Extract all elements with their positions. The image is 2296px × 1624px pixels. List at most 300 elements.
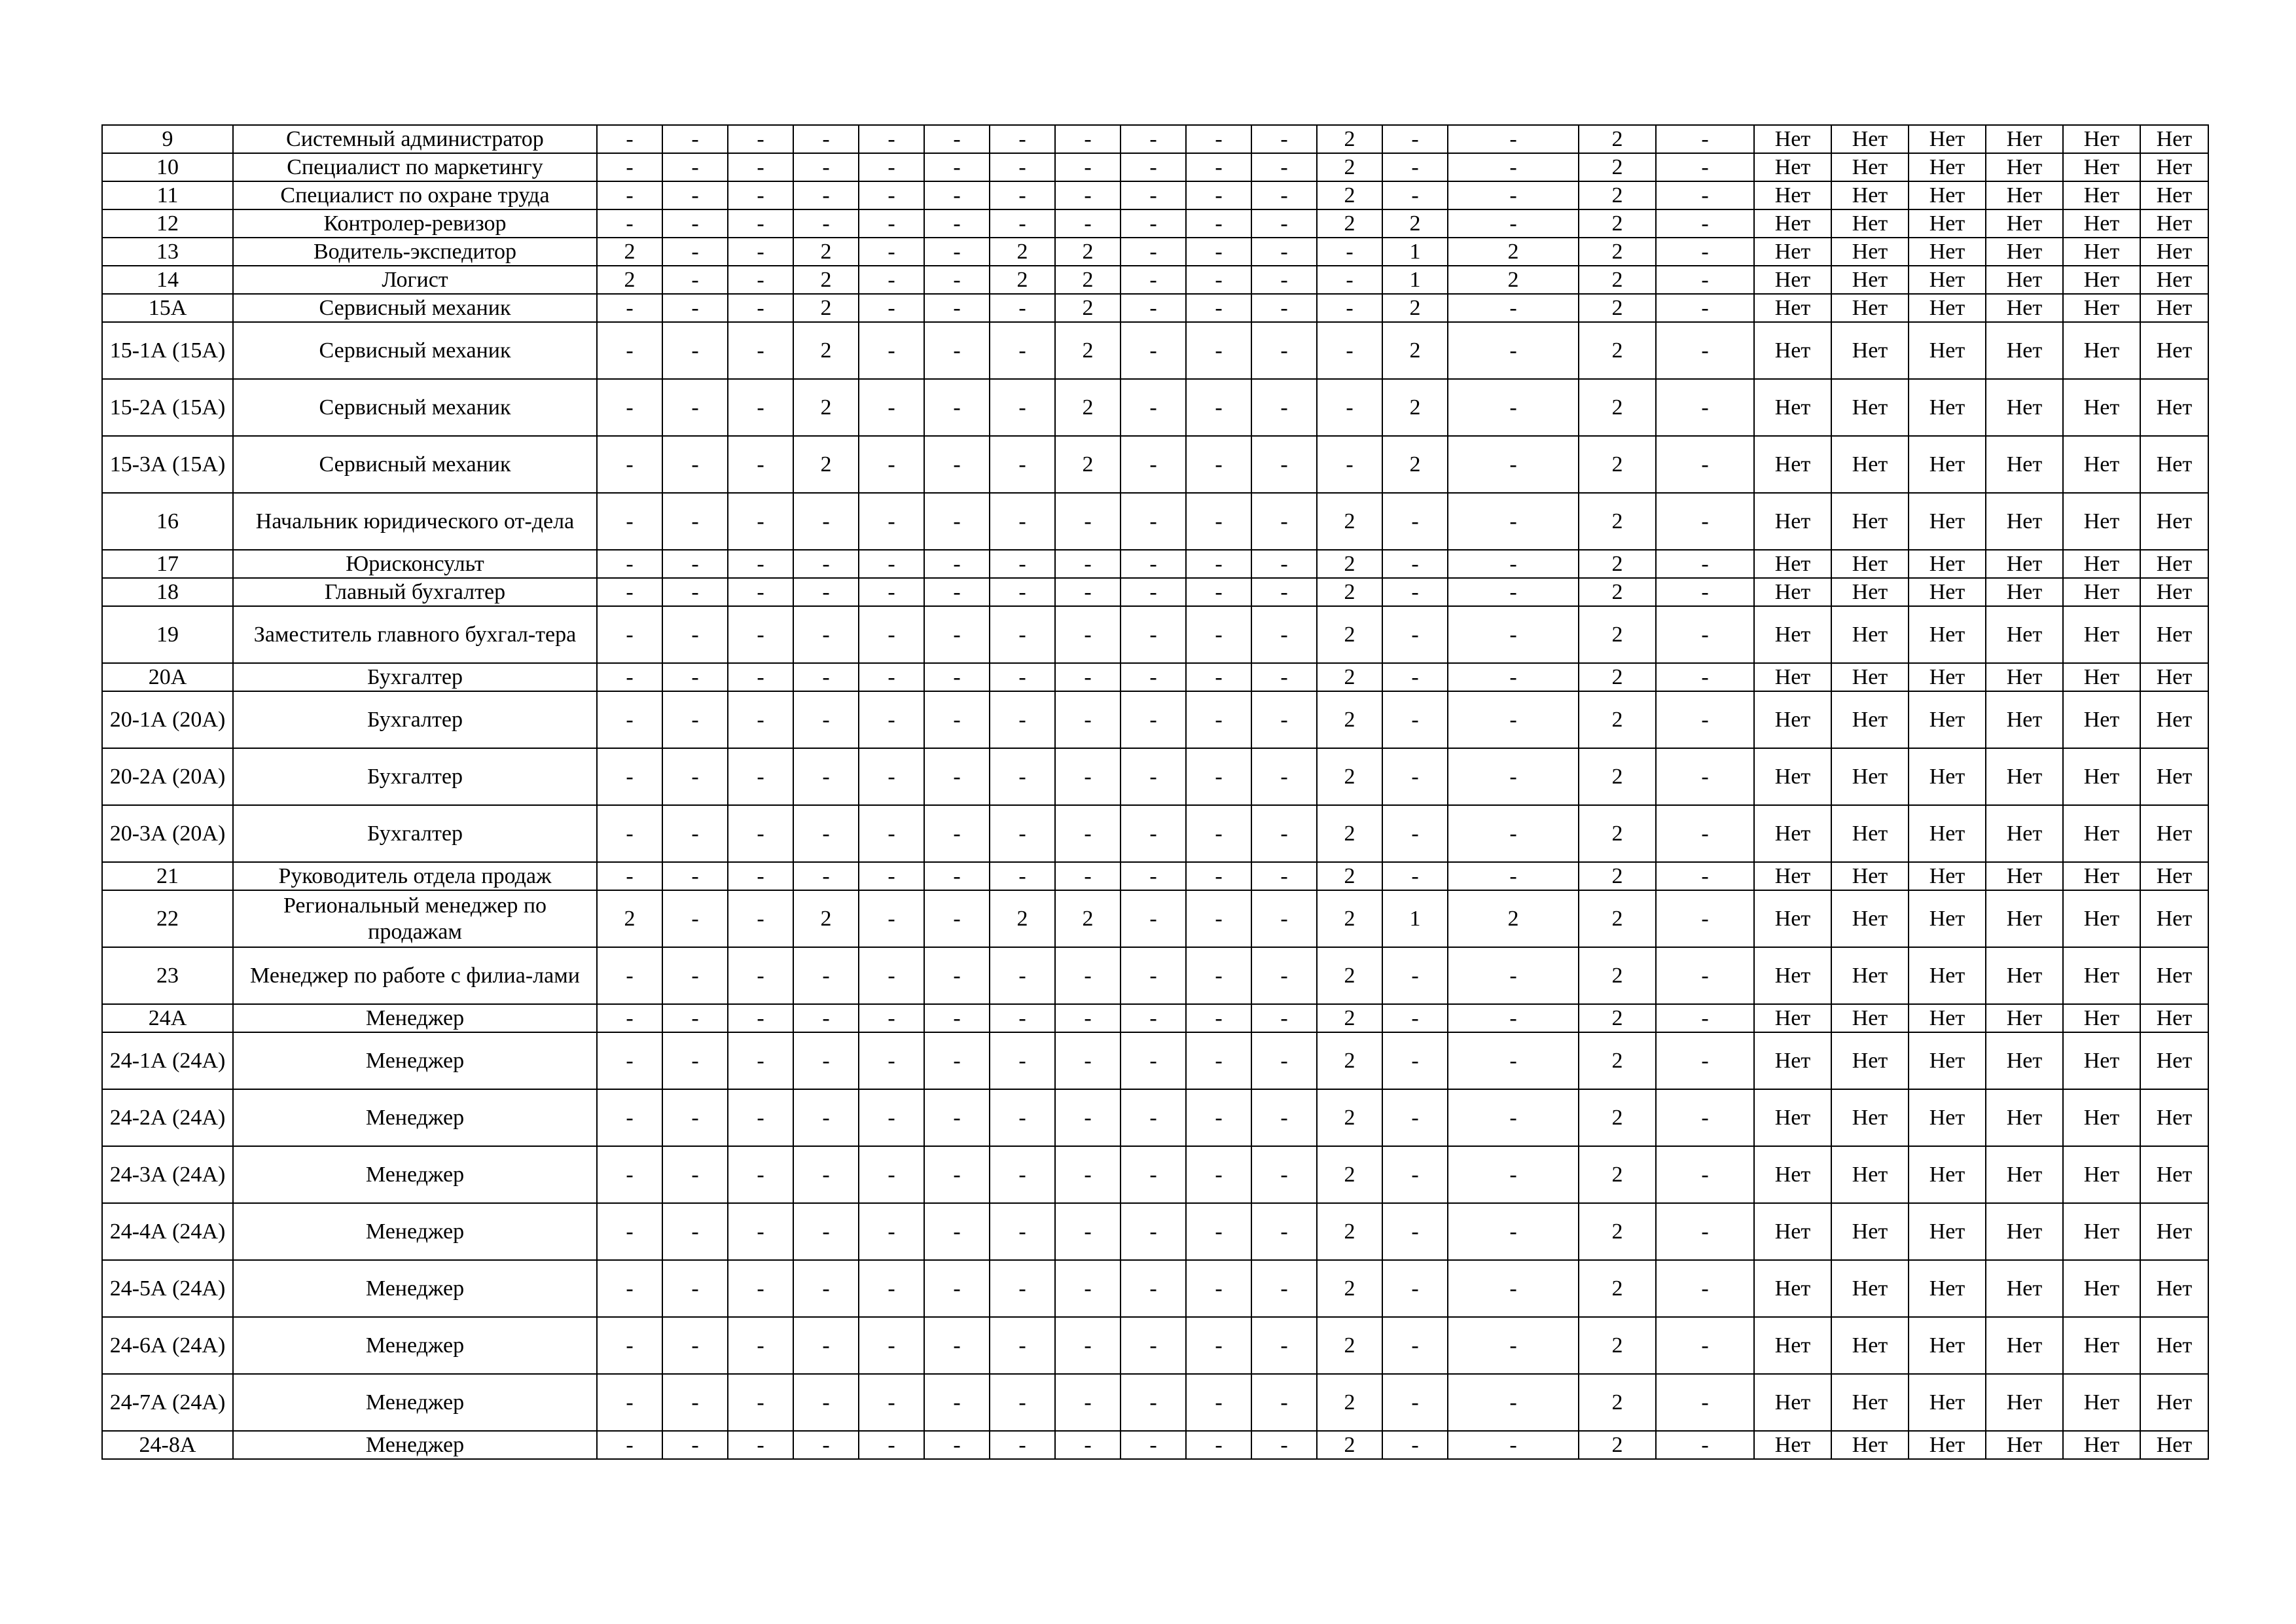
factor-class-cell: -	[924, 181, 990, 209]
flag-cell: Нет	[1986, 805, 2063, 862]
factor-class-cell: -	[793, 1431, 859, 1459]
row-number-cell: 19	[102, 606, 233, 663]
factor-class-cell: -	[859, 1032, 924, 1089]
factor-class-cell: -	[662, 550, 728, 578]
factor-class-cell: -	[924, 1260, 990, 1317]
factor-class-cell: -	[990, 606, 1055, 663]
flag-cell: Нет	[1909, 209, 1986, 238]
flag-cell: Нет	[1754, 153, 1831, 181]
flag-cell: Нет	[1754, 691, 1831, 748]
flag-cell: Нет	[1754, 1203, 1831, 1260]
factor-class-cell: -	[662, 1374, 728, 1431]
flag-cell: Нет	[2063, 266, 2140, 294]
flag-cell: Нет	[1986, 1431, 2063, 1459]
factor-class-cell: -	[924, 578, 990, 606]
factor-class-cell: 2	[1317, 209, 1382, 238]
table-row	[102, 947, 2208, 1004]
factor-class-cell: 2	[1055, 294, 1121, 322]
flag-cell: Нет	[1754, 125, 1831, 153]
factor-class-cell: -	[728, 578, 793, 606]
factor-class-cell: -	[1186, 1431, 1251, 1459]
factor-class-cell: -	[728, 1089, 793, 1146]
factor-class-cell: -	[1382, 1374, 1448, 1431]
factor-class-cell: -	[1121, 209, 1186, 238]
factor-class-cell: -	[1186, 294, 1251, 322]
factor-class-cell: -	[728, 181, 793, 209]
flag-cell: Нет	[2140, 436, 2208, 493]
factor-class-cell: -	[1656, 493, 1754, 550]
flag-cell: Нет	[2063, 436, 2140, 493]
factor-class-cell: -	[1317, 436, 1382, 493]
factor-class-cell: -	[1656, 153, 1754, 181]
factor-class-cell: -	[1121, 606, 1186, 663]
factor-class-cell: -	[990, 1203, 1055, 1260]
factor-class-cell: -	[1121, 805, 1186, 862]
flag-cell: Нет	[1986, 493, 2063, 550]
table-row	[102, 748, 2208, 805]
factor-class-cell: -	[1656, 238, 1754, 266]
factor-class-cell: -	[728, 1004, 793, 1032]
factor-class-cell: -	[1656, 578, 1754, 606]
factor-class-cell: -	[1382, 493, 1448, 550]
factor-class-cell: -	[1055, 153, 1121, 181]
factor-class-cell: -	[990, 691, 1055, 748]
factor-class-cell: -	[859, 153, 924, 181]
position-name-cell: Главный бухгалтер	[233, 578, 597, 606]
position-name-cell: Сервисный механик	[233, 322, 597, 379]
flag-cell: Нет	[1831, 436, 1909, 493]
flag-cell: Нет	[1909, 125, 1986, 153]
flag-cell: Нет	[2140, 1317, 2208, 1374]
factor-class-cell: -	[728, 606, 793, 663]
flag-cell: Нет	[1831, 862, 1909, 890]
position-name-cell: Юрисконсульт	[233, 550, 597, 578]
factor-class-cell: 2	[1317, 947, 1382, 1004]
factor-class-cell: -	[1251, 663, 1317, 691]
factor-class-cell: -	[1656, 890, 1754, 947]
factor-class-cell: -	[597, 1146, 662, 1203]
table-row	[102, 266, 2208, 294]
factor-class-cell: -	[859, 805, 924, 862]
factor-class-cell: 2	[1317, 663, 1382, 691]
row-number-cell: 17	[102, 550, 233, 578]
position-name-cell: Логист	[233, 266, 597, 294]
flag-cell: Нет	[1754, 1146, 1831, 1203]
flag-cell: Нет	[2140, 578, 2208, 606]
factor-class-cell: -	[1186, 1317, 1251, 1374]
flag-cell: Нет	[1831, 1374, 1909, 1431]
factor-class-cell: -	[1656, 1203, 1754, 1260]
factor-class-cell: -	[1251, 1317, 1317, 1374]
factor-class-cell: -	[728, 238, 793, 266]
factor-class-cell: -	[990, 1260, 1055, 1317]
flag-cell: Нет	[2063, 550, 2140, 578]
factor-class-cell: -	[859, 493, 924, 550]
factor-class-cell: 2	[1317, 862, 1382, 890]
factor-class-cell: 2	[1317, 691, 1382, 748]
row-number-cell: 24-2А (24А)	[102, 1089, 233, 1146]
flag-cell: Нет	[2063, 153, 2140, 181]
position-name-cell: Бухгалтер	[233, 663, 597, 691]
position-name-cell: Сервисный механик	[233, 436, 597, 493]
factor-class-cell: -	[662, 1203, 728, 1260]
factor-class-cell: -	[859, 266, 924, 294]
flag-cell: Нет	[1754, 947, 1831, 1004]
factor-class-cell: -	[793, 209, 859, 238]
factor-class-cell: -	[990, 1431, 1055, 1459]
factor-class-cell: 2	[1317, 1089, 1382, 1146]
position-name-cell: Системный администратор	[233, 125, 597, 153]
factor-class-cell: -	[924, 153, 990, 181]
factor-class-cell: -	[859, 181, 924, 209]
flag-cell: Нет	[1909, 663, 1986, 691]
factor-class-cell: -	[1251, 379, 1317, 436]
factor-class-cell: 2	[1317, 1146, 1382, 1203]
factor-class-cell: 2	[1317, 748, 1382, 805]
factor-class-cell: 2	[1579, 1431, 1656, 1459]
factor-class-cell: -	[1055, 805, 1121, 862]
flag-cell: Нет	[1754, 181, 1831, 209]
position-name-cell: Бухгалтер	[233, 691, 597, 748]
factor-class-cell: -	[597, 1431, 662, 1459]
factor-class-cell: -	[1186, 181, 1251, 209]
table-row	[102, 663, 2208, 691]
factor-class-cell: 2	[1579, 1260, 1656, 1317]
factor-class-cell: -	[728, 691, 793, 748]
table-row	[102, 379, 2208, 436]
factor-class-cell: -	[1656, 1317, 1754, 1374]
flag-cell: Нет	[2140, 294, 2208, 322]
factor-class-cell: 2	[1382, 322, 1448, 379]
factor-class-cell: -	[859, 125, 924, 153]
factor-class-cell: -	[1251, 1374, 1317, 1431]
flag-cell: Нет	[1986, 1146, 2063, 1203]
flag-cell: Нет	[1831, 1317, 1909, 1374]
row-number-cell: 24-1А (24А)	[102, 1032, 233, 1089]
factor-class-cell: -	[1382, 578, 1448, 606]
factor-class-cell: 2	[1317, 805, 1382, 862]
factor-class-cell: -	[1382, 1032, 1448, 1089]
factor-class-cell: -	[1186, 1032, 1251, 1089]
factor-class-cell: -	[1448, 606, 1579, 663]
position-name-cell: Специалист по охране труда	[233, 181, 597, 209]
flag-cell: Нет	[1986, 436, 2063, 493]
flag-cell: Нет	[1986, 181, 2063, 209]
flag-cell: Нет	[1909, 1431, 1986, 1459]
flag-cell: Нет	[1986, 322, 2063, 379]
factor-class-cell: 2	[793, 322, 859, 379]
factor-class-cell: -	[1448, 1431, 1579, 1459]
factor-class-cell: -	[662, 1004, 728, 1032]
factor-class-cell: -	[924, 805, 990, 862]
flag-cell: Нет	[1831, 748, 1909, 805]
factor-class-cell: -	[1382, 805, 1448, 862]
table-row	[102, 493, 2208, 550]
factor-class-cell: -	[1656, 550, 1754, 578]
flag-cell: Нет	[2140, 1089, 2208, 1146]
factor-class-cell: -	[662, 578, 728, 606]
factor-class-cell: 2	[1382, 294, 1448, 322]
flag-cell: Нет	[1909, 550, 1986, 578]
factor-class-cell: -	[924, 266, 990, 294]
factor-class-cell: -	[662, 294, 728, 322]
flag-cell: Нет	[2063, 663, 2140, 691]
factor-class-cell: -	[597, 153, 662, 181]
factor-class-cell: -	[662, 890, 728, 947]
position-name-cell: Начальник юридического от-дела	[233, 493, 597, 550]
factor-class-cell: -	[859, 1431, 924, 1459]
factor-class-cell: -	[1382, 550, 1448, 578]
flag-cell: Нет	[1986, 663, 2063, 691]
factor-class-cell: 2	[1317, 493, 1382, 550]
factor-class-cell: -	[1448, 550, 1579, 578]
factor-class-cell: -	[1121, 1032, 1186, 1089]
factor-class-cell: -	[1186, 691, 1251, 748]
flag-cell: Нет	[1831, 322, 1909, 379]
flag-cell: Нет	[2063, 379, 2140, 436]
flag-cell: Нет	[1909, 1203, 1986, 1260]
factor-class-cell: -	[1656, 1004, 1754, 1032]
flag-cell: Нет	[1831, 1146, 1909, 1203]
factor-class-cell: -	[1186, 663, 1251, 691]
factor-class-cell: -	[662, 125, 728, 153]
flag-cell: Нет	[1909, 805, 1986, 862]
factor-class-cell: -	[1448, 1374, 1579, 1431]
factor-class-cell: -	[1121, 947, 1186, 1004]
factor-class-cell: -	[728, 1203, 793, 1260]
factor-class-cell: -	[924, 1089, 990, 1146]
factor-class-cell: -	[1317, 379, 1382, 436]
flag-cell: Нет	[1831, 663, 1909, 691]
factor-class-cell: 2	[1579, 181, 1656, 209]
factor-class-cell: 2	[1317, 1374, 1382, 1431]
factor-class-cell: 2	[1579, 550, 1656, 578]
flag-cell: Нет	[1909, 606, 1986, 663]
factor-class-cell: -	[1055, 1089, 1121, 1146]
factor-class-cell: 2	[1317, 1317, 1382, 1374]
factor-class-cell: -	[793, 125, 859, 153]
factor-class-cell: -	[597, 1004, 662, 1032]
flag-cell: Нет	[2140, 748, 2208, 805]
factor-class-cell: -	[1382, 862, 1448, 890]
factor-class-cell: -	[1656, 209, 1754, 238]
factor-class-cell: -	[1121, 153, 1186, 181]
flag-cell: Нет	[1831, 550, 1909, 578]
table-row	[102, 153, 2208, 181]
flag-cell: Нет	[2063, 1374, 2140, 1431]
factor-class-cell: -	[859, 209, 924, 238]
factor-class-cell: -	[924, 493, 990, 550]
flag-cell: Нет	[1909, 181, 1986, 209]
factor-class-cell: -	[1251, 606, 1317, 663]
factor-class-cell: -	[1448, 1146, 1579, 1203]
flag-cell: Нет	[1754, 748, 1831, 805]
factor-class-cell: -	[1251, 493, 1317, 550]
factor-class-cell: -	[990, 1089, 1055, 1146]
factor-class-cell: -	[1448, 691, 1579, 748]
row-number-cell: 24-6А (24А)	[102, 1317, 233, 1374]
flag-cell: Нет	[1909, 266, 1986, 294]
flag-cell: Нет	[2063, 947, 2140, 1004]
factor-class-cell: -	[1251, 1431, 1317, 1459]
flag-cell: Нет	[1831, 238, 1909, 266]
row-number-cell: 24-4А (24А)	[102, 1203, 233, 1260]
factor-class-cell: -	[728, 436, 793, 493]
factor-class-cell: 2	[793, 294, 859, 322]
factor-class-cell: -	[728, 550, 793, 578]
factor-class-cell: -	[1055, 691, 1121, 748]
factor-class-cell: -	[728, 153, 793, 181]
factor-class-cell: 2	[1055, 436, 1121, 493]
factor-class-cell: -	[1251, 209, 1317, 238]
row-number-cell: 16	[102, 493, 233, 550]
factor-class-cell: -	[990, 1374, 1055, 1431]
factor-class-cell: -	[1448, 181, 1579, 209]
factor-class-cell: -	[728, 947, 793, 1004]
flag-cell: Нет	[2140, 266, 2208, 294]
table-row	[102, 322, 2208, 379]
flag-cell: Нет	[1986, 606, 2063, 663]
factor-class-cell: -	[793, 1146, 859, 1203]
factor-class-cell: -	[1055, 125, 1121, 153]
position-name-cell: Сервисный механик	[233, 379, 597, 436]
table-row	[102, 1431, 2208, 1459]
position-name-cell: Менеджер	[233, 1431, 597, 1459]
factor-class-cell: -	[924, 238, 990, 266]
factor-class-cell: -	[990, 209, 1055, 238]
factor-class-cell: -	[1121, 493, 1186, 550]
factor-class-cell: -	[1382, 1089, 1448, 1146]
factor-class-cell: -	[1251, 748, 1317, 805]
factor-class-cell: -	[1448, 1317, 1579, 1374]
factor-class-cell: -	[1251, 125, 1317, 153]
factor-class-cell: 2	[793, 379, 859, 436]
factor-class-cell: -	[990, 493, 1055, 550]
factor-class-cell: 2	[793, 238, 859, 266]
flag-cell: Нет	[1831, 379, 1909, 436]
factor-class-cell: -	[793, 493, 859, 550]
flag-cell: Нет	[1909, 1260, 1986, 1317]
flag-cell: Нет	[1754, 578, 1831, 606]
factor-class-cell: -	[597, 294, 662, 322]
flag-cell: Нет	[2140, 550, 2208, 578]
table-row	[102, 1146, 2208, 1203]
factor-class-cell: -	[990, 805, 1055, 862]
factor-class-cell: -	[662, 1146, 728, 1203]
factor-class-cell: 2	[1579, 947, 1656, 1004]
flag-cell: Нет	[1831, 1089, 1909, 1146]
row-number-cell: 10	[102, 153, 233, 181]
flag-cell: Нет	[2140, 209, 2208, 238]
flag-cell: Нет	[1909, 379, 1986, 436]
row-number-cell: 24А	[102, 1004, 233, 1032]
table-row	[102, 862, 2208, 890]
flag-cell: Нет	[1986, 209, 2063, 238]
factor-class-cell: -	[1656, 1374, 1754, 1431]
flag-cell: Нет	[1754, 1374, 1831, 1431]
factor-class-cell: -	[1121, 1089, 1186, 1146]
factor-class-cell: 2	[1448, 266, 1579, 294]
factor-class-cell: 2	[1317, 550, 1382, 578]
factor-class-cell: -	[1251, 238, 1317, 266]
factor-class-cell: -	[1121, 436, 1186, 493]
factor-class-cell: -	[1448, 1004, 1579, 1032]
flag-cell: Нет	[1909, 691, 1986, 748]
flag-cell: Нет	[1831, 493, 1909, 550]
factor-class-cell: -	[1186, 947, 1251, 1004]
table-row	[102, 1004, 2208, 1032]
factor-class-cell: 2	[1317, 1260, 1382, 1317]
flag-cell: Нет	[1754, 550, 1831, 578]
factor-class-cell: -	[1382, 663, 1448, 691]
factor-class-cell: -	[1448, 153, 1579, 181]
factor-class-cell: -	[1656, 805, 1754, 862]
factor-class-cell: -	[793, 1203, 859, 1260]
flag-cell: Нет	[1909, 1317, 1986, 1374]
flag-cell: Нет	[1754, 209, 1831, 238]
factor-class-cell: -	[859, 691, 924, 748]
factor-class-cell: -	[1186, 890, 1251, 947]
table-row	[102, 691, 2208, 748]
factor-class-cell: -	[1656, 862, 1754, 890]
factor-class-cell: -	[728, 1317, 793, 1374]
factor-class-cell: -	[1186, 238, 1251, 266]
position-name-cell: Менеджер	[233, 1374, 597, 1431]
flag-cell: Нет	[1986, 862, 2063, 890]
factor-class-cell: -	[1055, 1032, 1121, 1089]
factor-class-cell: -	[924, 1374, 990, 1431]
position-name-cell: Менеджер	[233, 1146, 597, 1203]
flag-cell: Нет	[2140, 493, 2208, 550]
factor-class-cell: -	[1121, 322, 1186, 379]
factor-class-cell: -	[662, 153, 728, 181]
factor-class-cell: -	[924, 947, 990, 1004]
factor-class-cell: -	[1251, 550, 1317, 578]
factor-class-cell: -	[859, 1203, 924, 1260]
flag-cell: Нет	[1831, 1032, 1909, 1089]
factor-class-cell: -	[990, 1004, 1055, 1032]
factor-class-cell: -	[1251, 181, 1317, 209]
factor-class-cell: -	[990, 294, 1055, 322]
factor-class-cell: -	[728, 493, 793, 550]
flag-cell: Нет	[1831, 1260, 1909, 1317]
factor-class-cell: -	[990, 550, 1055, 578]
flag-cell: Нет	[1986, 1089, 2063, 1146]
factor-class-cell: -	[1251, 322, 1317, 379]
factor-class-cell: -	[1121, 1317, 1186, 1374]
factor-class-cell: 2	[1579, 890, 1656, 947]
factor-class-cell: -	[1186, 1374, 1251, 1431]
factor-class-cell: 2	[1579, 1032, 1656, 1089]
factor-class-cell: -	[1186, 436, 1251, 493]
factor-class-cell: -	[728, 294, 793, 322]
flag-cell: Нет	[1986, 379, 2063, 436]
factor-class-cell: 2	[597, 266, 662, 294]
factor-class-cell: -	[1121, 125, 1186, 153]
factor-class-cell: 2	[1055, 238, 1121, 266]
flag-cell: Нет	[2140, 947, 2208, 1004]
factor-class-cell: -	[1121, 748, 1186, 805]
factor-class-cell: -	[1382, 1260, 1448, 1317]
factor-class-cell: -	[793, 691, 859, 748]
flag-cell: Нет	[1909, 1374, 1986, 1431]
factor-class-cell: -	[662, 862, 728, 890]
flag-cell: Нет	[2140, 663, 2208, 691]
factor-class-cell: -	[597, 1032, 662, 1089]
factor-class-cell: -	[924, 125, 990, 153]
factor-class-cell: -	[1055, 578, 1121, 606]
factor-class-cell: -	[662, 606, 728, 663]
